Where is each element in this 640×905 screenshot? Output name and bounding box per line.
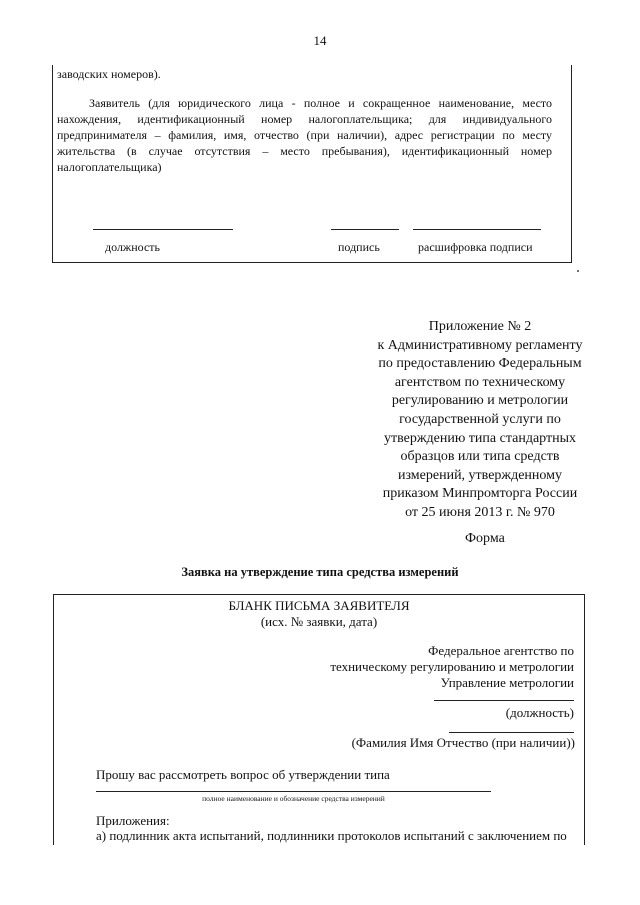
appendix-line: регулированию и метрологии — [391, 393, 569, 409]
position-line — [434, 700, 574, 701]
request-text: Прошу вас рассмотреть вопрос об утверждении типа — [96, 767, 390, 782]
page-number: 14 — [313, 33, 327, 48]
signature-caption: подпись — [338, 240, 380, 254]
appendix-line: утверждению типа стандартных — [383, 430, 576, 446]
application-form-box — [53, 594, 585, 845]
continuation-text: заводских номеров). — [57, 67, 161, 81]
reference-caption: (исх. № заявки, дата) — [260, 614, 378, 629]
appendix-line: от 25 июня 2013 г. № 970 — [405, 504, 555, 520]
appendix-block — [355, 318, 605, 523]
attachment-item-a: а) подлинник акта испытаний, подлинники протоколов испытаний с заключением по — [96, 828, 567, 843]
signature-line-position — [93, 229, 233, 230]
appendix-line: Приложение № 2 — [428, 319, 532, 334]
scan-speck — [577, 270, 579, 272]
instrument-name-caption: полное наименование и обозначение средства измерений — [202, 794, 385, 803]
name-line — [449, 732, 574, 733]
signature-line-signature — [331, 229, 399, 230]
position-label: (должность) — [505, 705, 574, 720]
recipient-line: Управление метрологии — [440, 675, 574, 690]
application-heading: Заявка на утверждение типа средства измерений — [181, 565, 459, 579]
appendix-line: агентством по техническому — [394, 374, 566, 390]
recipient-line: Федеральное агентство по — [428, 643, 574, 658]
attachments-label: Приложения: — [96, 813, 170, 828]
decoding-caption: расшифровка подписи — [418, 240, 533, 254]
appendix-line: приказом Минпромторга России — [382, 486, 578, 502]
appendix-line: измерений, утвержденному — [397, 467, 563, 483]
position-caption: должность — [105, 240, 160, 254]
applicant-paragraph-text: Заявитель (для юридического лица - полное и сокращенное наименование, место нахождения, идентификационный номер налогоплательщика; для индивидуального предпринимателя – фамилия, имя, отчество (при наличии), адрес регистрации по месту жительства (в случае отсутствия – место пребывания), идентификационный номер налогоплательщика) — [57, 96, 552, 174]
appendix-line: к Административному регламенту — [377, 337, 583, 353]
signature-line-decoding — [413, 229, 541, 230]
appendix-line: государственной услуги по — [399, 411, 561, 427]
form-label: Форма — [465, 531, 505, 546]
recipient-line: техническому регулированию и метрологии — [330, 659, 574, 674]
name-label: (Фамилия Имя Отчество (при наличии)) — [351, 735, 575, 750]
appendix-line: по предоставлению Федеральным — [378, 356, 582, 372]
applicant-paragraph — [57, 95, 552, 175]
instrument-name-line — [96, 791, 491, 792]
appendix-line: образцов или типа средств — [400, 449, 560, 465]
letterhead-title: БЛАНК ПИСЬМА ЗАЯВИТЕЛЯ — [228, 598, 410, 613]
applicant-box — [52, 65, 572, 263]
